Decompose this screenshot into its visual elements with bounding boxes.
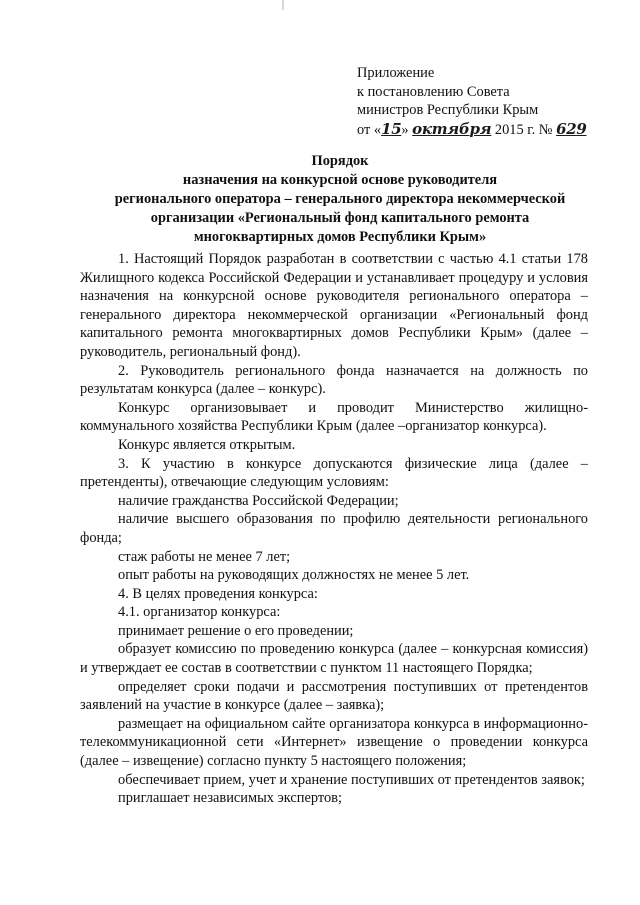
paragraph-11: 4.1. организатор конкурса:: [118, 604, 281, 621]
paragraph-1: 1. Настоящий Порядок разработан в соответствии с частью 4.1 статьи 178 Жилищного кодекса Российской Федерации и устанавливает процедуру и условия назначения на конкурсной основе руководителя регионального оператора – генерального директора некоммерческой организации «Региональный фонд капитального ремонта многоквартирных домов Республики Крым» (далее – руководитель, региональный фонд).: [80, 251, 588, 360]
paragraph-2: 2. Руководитель регионального фонда назначается на должность по результатам конкурса (далее – конкурс).: [80, 362, 588, 398]
document-title: [80, 152, 600, 247]
date-mid: »: [401, 121, 413, 138]
scan-mark: [282, 0, 284, 10]
document-body: [80, 250, 588, 808]
document-number-handwritten: 629: [556, 119, 587, 138]
title-line-2: назначения на конкурсной основе руководителя: [182, 172, 498, 188]
appendix-line-2: к постановлению Совета: [357, 83, 510, 100]
paragraph-3: Конкурс организовывает и проводит Министерство жилищно-коммунального хозяйства Республики Крым (далее –организатор конкурса).: [80, 399, 588, 435]
paragraph-7: наличие высшего образования по профилю деятельности регионального фонда;: [80, 511, 588, 546]
appendix-header: [357, 64, 627, 139]
paragraph-6: наличие гражданства Российской Федерации;: [118, 492, 399, 509]
paragraph-8: стаж работы не менее 7 лет;: [118, 548, 291, 565]
title-line-1: Порядок: [311, 153, 369, 169]
paragraph-9: опыт работы на руководящих должностях не менее 5 лет.: [118, 567, 470, 584]
appendix-date-line: [357, 120, 627, 140]
title-line-5: многоквартирных домов Республики Крым»: [193, 229, 487, 245]
date-day-handwritten: 15: [381, 119, 402, 138]
paragraph-15: размещает на официальном сайте организатора конкурса в информационно-телекоммуникационной сети «Интернет» извещение о проведении конкурса (далее – извещение) согласно пункту 5 настоящего положения;: [80, 715, 588, 770]
appendix-line-1: Приложение: [357, 65, 435, 81]
paragraph-14: определяет сроки подачи и рассмотрения поступивших от претендентов заявлений на участие в конкурсе (далее – заявка);: [80, 678, 588, 714]
date-prefix: от «: [357, 121, 382, 138]
paragraph-10: 4. В целях проведения конкурса:: [118, 585, 318, 602]
title-line-4: организации «Региональный фонд капитального ремонта: [150, 210, 530, 226]
paragraph-13: образует комиссию по проведению конкурса (далее – конкурсная комиссия) и утверждает ее состав в соответствии с пунктом 11 настоящего Порядка;: [80, 641, 588, 677]
paragraph-4: Конкурс является открытым.: [118, 436, 296, 453]
paragraph-16: обеспечивает прием, учет и хранение поступивших от претендентов заявок;: [118, 771, 585, 788]
title-line-3: регионального оператора – генерального директора некоммерческой: [114, 191, 566, 207]
paragraph-17: приглашает независимых экспертов;: [118, 790, 342, 807]
date-month-handwritten: октября: [412, 119, 492, 138]
paragraph-5: 3. К участию в конкурсе допускаются физические лица (далее – претенденты), отвечающие следующим условиям:: [80, 455, 588, 491]
date-year: 2015 г. №: [491, 121, 557, 138]
paragraph-12: принимает решение о его проведении;: [118, 622, 354, 639]
appendix-line-3: министров Республики Крым: [357, 102, 539, 118]
